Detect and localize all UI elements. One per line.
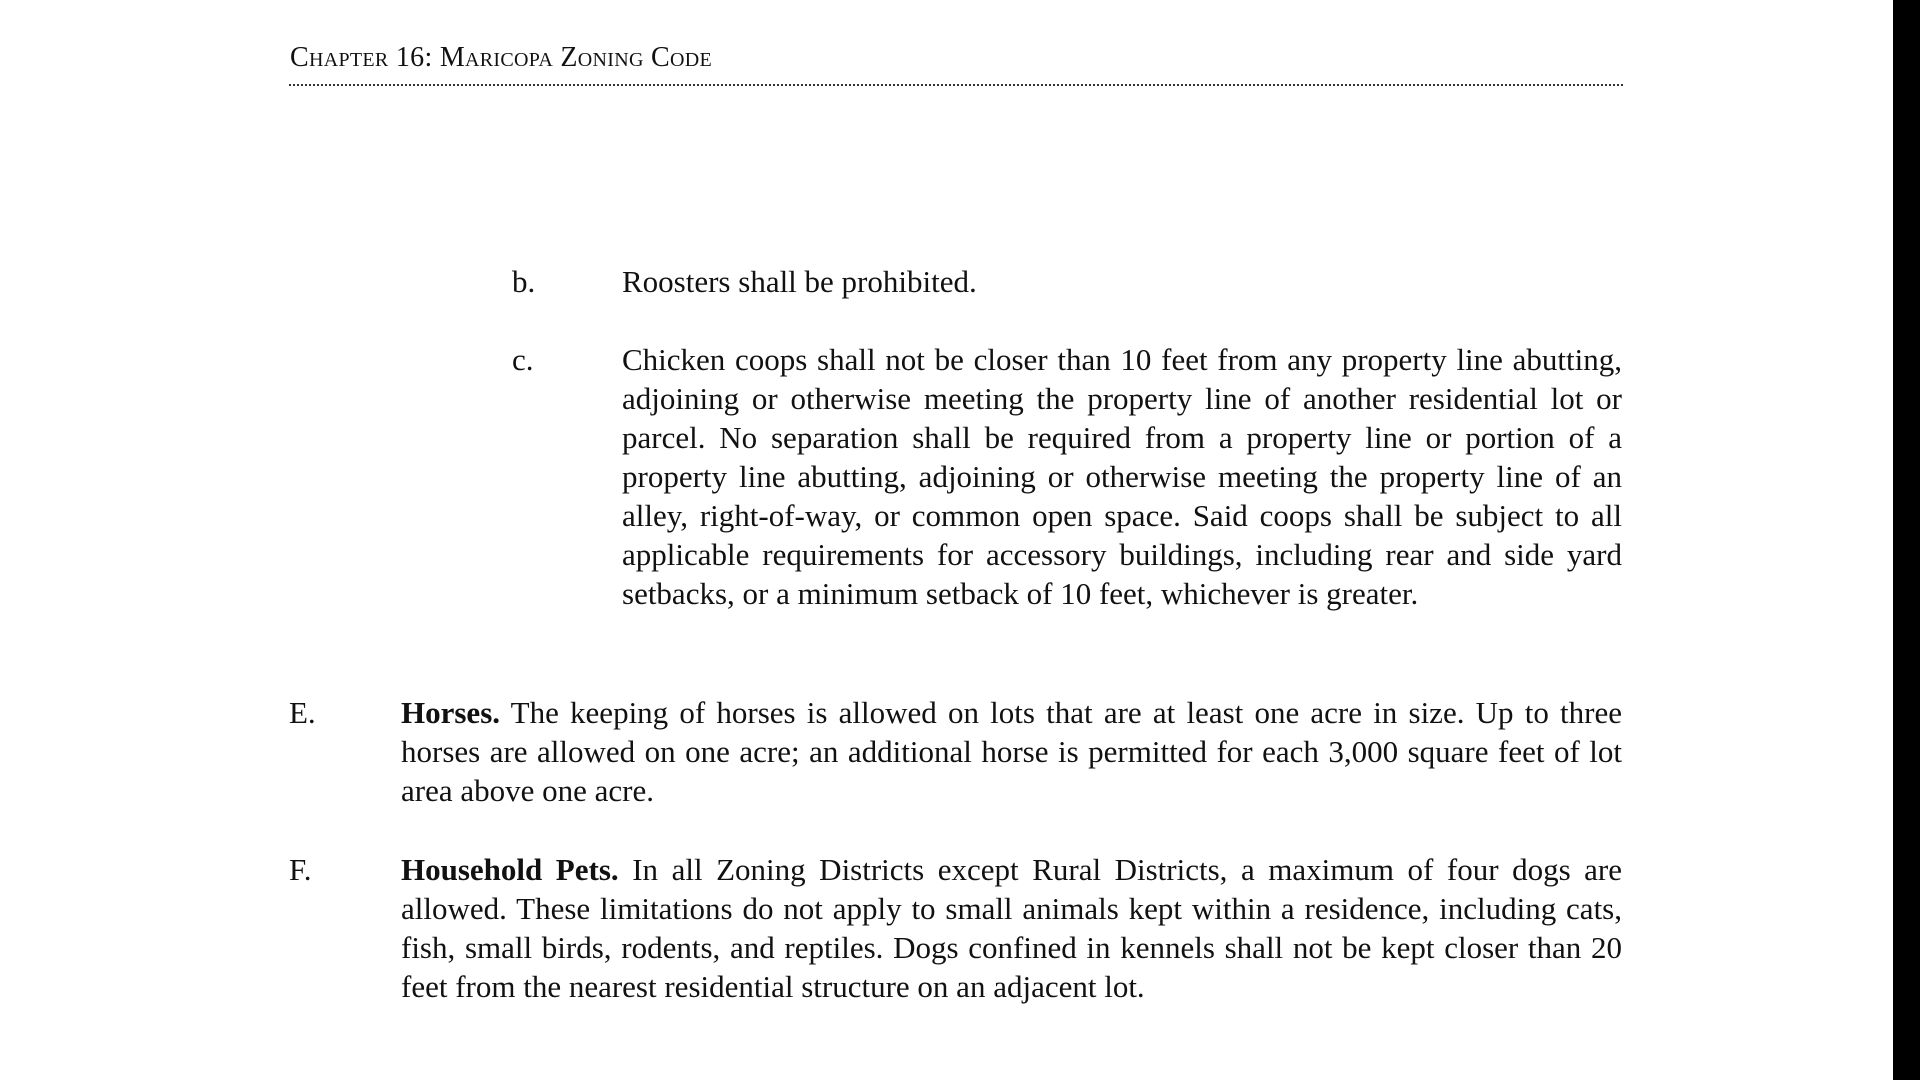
item-marker: b.: [512, 264, 536, 299]
section-term: Horses.: [401, 695, 501, 730]
item-marker: c.: [512, 342, 534, 377]
item-text: Roosters shall be prohibited.: [622, 264, 977, 299]
section-paragraph: [401, 693, 1622, 810]
item-text: Chicken coops shall not be closer than 10 feet from any property line abutting, adjoining or otherwise meeting the property line of another residential lot or parcel. No separation shall be required from a property line or portion of a property line abutting, adjoining or otherwise meeting the property line of an alley, right-of-way, or common open space. Said coops shall be subject to all applicable requirements for accessory buildings, including rear and side yard setbacks, or a minimum setback of 10 feet, whichever is greater.: [622, 342, 1622, 611]
chapter-title: Chapter 16: Maricopa Zoning Code: [290, 42, 713, 73]
section-text: The keeping of horses is allowed on lots that are at least one acre in size. Up to three horses are allowed on one acre; an additional horse is permitted for each 3,000 square feet of lot area above one acre.: [401, 695, 1622, 808]
section-marker: E.: [289, 695, 316, 730]
section-term: Household Pets.: [401, 852, 619, 887]
section-paragraph: [401, 850, 1622, 1006]
section-text: In all Zoning Districts except Rural Districts, a maximum of four dogs are allowed. These limitations do not apply to small animals kept within a residence, including cats, fish, small birds, rodents, and reptiles. Dogs confined in kennels shall not be kept closer than 20 feet from the nearest residential structure on an adjacent lot.: [401, 852, 1623, 1004]
section-marker: F.: [289, 852, 312, 887]
page-header: [289, 38, 1623, 86]
